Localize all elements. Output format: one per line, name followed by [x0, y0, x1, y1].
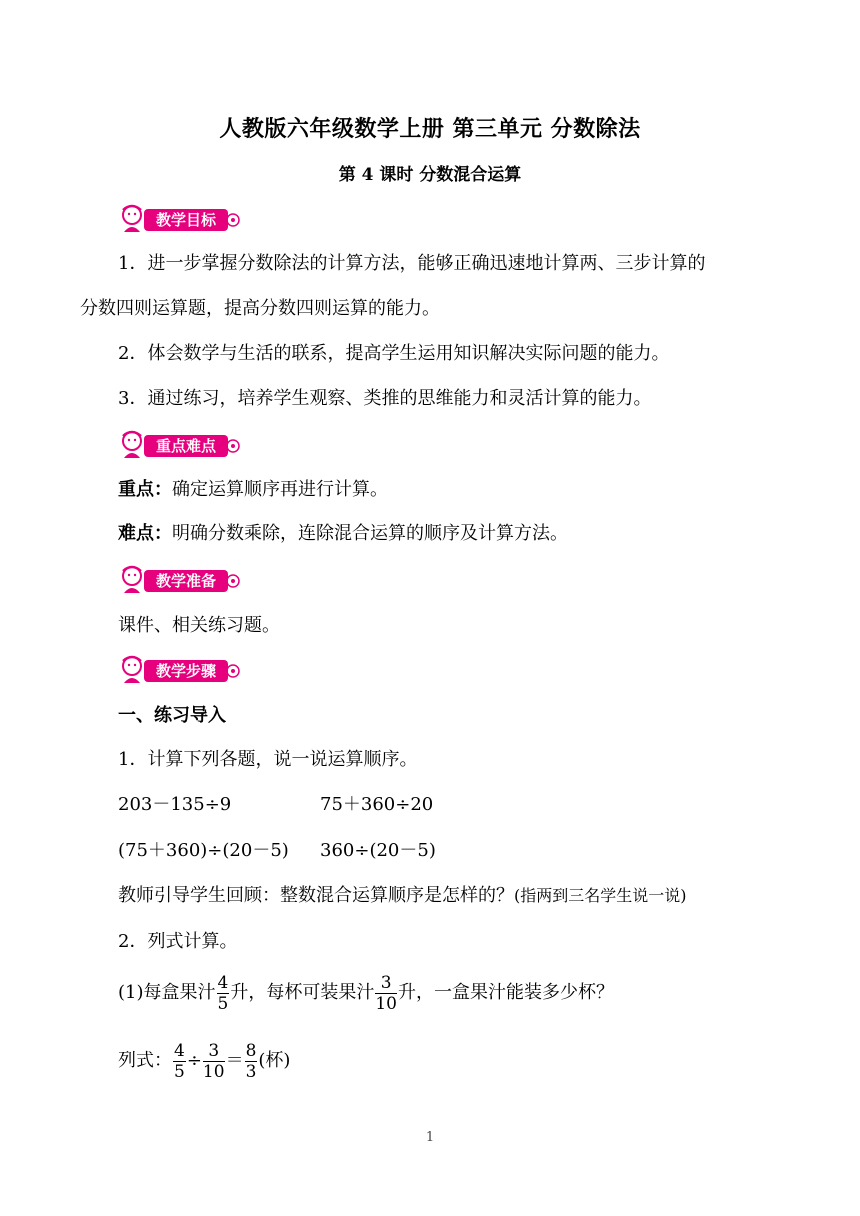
expression-c: (75＋360)÷(20－5) [118, 840, 289, 861]
lesson-subtitle: 第 4 课时 分数混合运算 [338, 165, 522, 185]
guide-note: (指两到三名学生说一说) [514, 886, 687, 905]
eq-fraction-4-5: $\frac{4}{5}$ [174, 1040, 185, 1082]
equation-line [118, 1038, 290, 1084]
section-heading-practice: 一、练习导入 [118, 705, 226, 726]
section-badge-goals [118, 202, 242, 236]
document-title: 人教版六年级数学上册 第三单元 分数除法 [219, 116, 641, 142]
section-badge-steps [118, 653, 242, 687]
problem-1 [118, 970, 614, 1016]
section-badge-prep [118, 563, 242, 597]
problem-1-part-a: (1)每盒果汁 [118, 982, 216, 1003]
fraction-3-10: $\frac{3}{10}$ [375, 972, 397, 1014]
badge-label: 教学步骤 [155, 662, 217, 680]
girl-badge-icon [118, 428, 242, 462]
equation-label: 列式： [118, 1050, 172, 1071]
eq-equals: ＝ [225, 1050, 244, 1071]
fraction-4-5: $\frac{4}{5}$ [217, 972, 229, 1014]
eq-fraction-8-3: $\frac{8}{3}$ [245, 1040, 257, 1082]
goal-3: 3．通过练习，培养学生观察、类推的思维能力和灵活计算的能力。 [118, 388, 652, 409]
guide-text: 教师引导学生回顾：整数混合运算顺序是怎样的？ [118, 885, 514, 906]
section-badge-keypoints [118, 428, 242, 462]
prep-text: 课件、相关练习题。 [118, 615, 280, 636]
badge-label: 教学目标 [155, 211, 217, 229]
girl-badge-icon [118, 563, 242, 597]
teacher-guide [118, 883, 687, 909]
badge-label: 重点难点 [155, 437, 217, 455]
expression-b: 75＋360÷20 [320, 794, 434, 815]
problem-1-part-c: 升，一盒果汁能装多少杯？ [397, 982, 614, 1003]
girl-badge-icon [118, 653, 242, 687]
eq-divide: ÷ [186, 1050, 202, 1071]
difficulty-text: 明确分数乘除，连除混合运算的顺序及计算方法。 [172, 523, 568, 544]
girl-badge-icon [118, 202, 242, 236]
focus-line [118, 477, 388, 503]
question-1: 1．计算下列各题，说一说运算顺序。 [118, 749, 418, 770]
badge-label: 教学准备 [155, 572, 217, 590]
expression-d: 360÷(20－5) [320, 840, 436, 861]
difficulty-line [118, 521, 568, 547]
question-2: 2．列式计算。 [118, 931, 238, 952]
page-number: 1 [425, 1130, 435, 1145]
focus-label: 重点： [118, 479, 172, 500]
expression-a: 203－135÷9 [118, 794, 232, 815]
goal-1-line-1: 1．进一步掌握分数除法的计算方法，能够正确迅速地计算两、三步计算的 [118, 253, 706, 274]
problem-1-part-b: 升，每杯可装果汁 [230, 982, 375, 1003]
eq-unit: (杯) [258, 1050, 291, 1071]
eq-fraction-3-10: $\frac{3}{10}$ [202, 1040, 225, 1082]
goal-2: 2．体会数学与生活的联系，提高学生运用知识解决实际问题的能力。 [118, 343, 670, 364]
difficulty-label: 难点： [118, 523, 172, 544]
goal-1-line-2: 分数四则运算题，提高分数四则运算的能力。 [80, 298, 440, 319]
focus-text: 确定运算顺序再进行计算。 [172, 479, 388, 500]
